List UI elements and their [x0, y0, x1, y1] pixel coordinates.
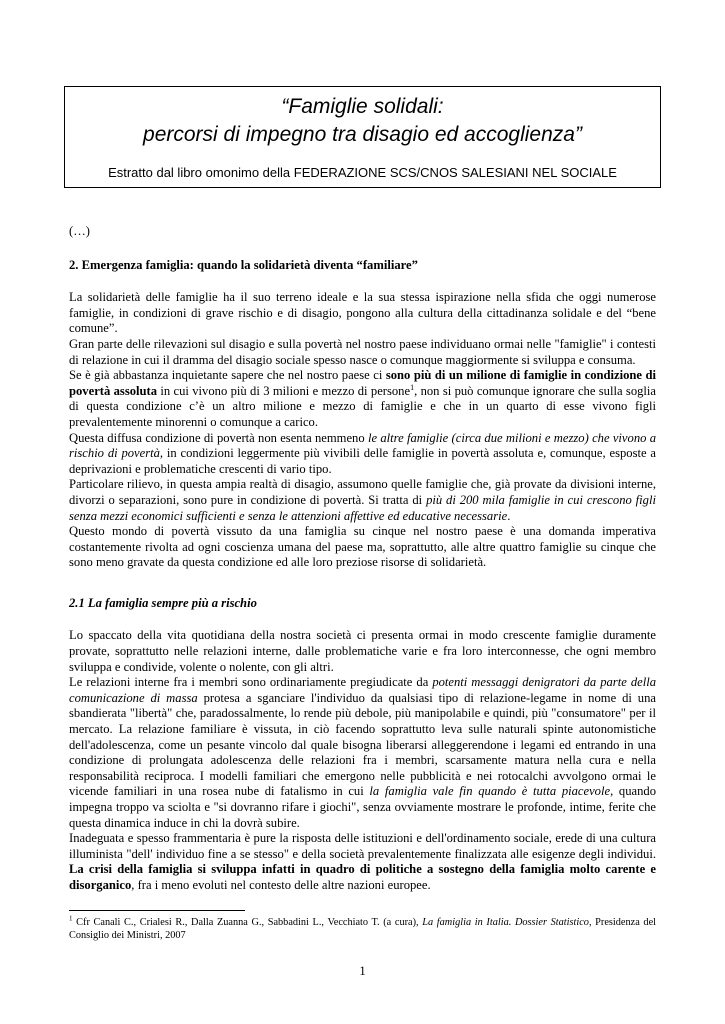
paragraph	[69, 831, 656, 893]
title-line-1: “Famiglie solidali:	[281, 95, 444, 118]
ellipsis: (…)	[69, 224, 90, 238]
footnote-text: , Presidenza del Consiglio dei Ministri, 2007	[69, 917, 656, 941]
section-2-1-heading: 2.1 La famiglia sempre più a rischio	[69, 595, 257, 610]
footnote-marker: 1	[69, 914, 73, 923]
text: Questa diffusa condizione di povertà non esenta nemmeno	[69, 430, 368, 445]
paragraph	[69, 368, 656, 430]
paragraph	[69, 477, 656, 524]
title-line-2: percorsi di impegno tra disagio ed accoglienza”	[143, 123, 582, 146]
footnote-text: Cfr Canali C., Crialesi R., Dalla Zuanna G., Sabbadini L., Vecchiato T. (a cura),	[72, 917, 423, 928]
italic-text: potenti messaggi denigratori da parte della comunicazione di massa	[69, 675, 657, 705]
text: in cui vivono più di 3 milioni e mezzo di persone	[157, 383, 411, 398]
subtitle: Estratto dal libro omonimo della FEDERAZIONE SCS/CNOS SALESIANI NEL SOCIALE	[108, 165, 617, 180]
page-number: 1	[359, 964, 366, 978]
paragraph: Questo mondo di povertà vissuto da una famiglia su cinque nel nostro paese è una domanda imperativa costantemente rivolta ad ogni coscienza umana del paese ma, soprattutto, alle altre quattro famiglie su cinque che sono meno gravate da questa condizione ed alle loro preziose risorse di solidarietà.	[69, 524, 656, 570]
paragraph	[69, 431, 656, 478]
title-box	[64, 86, 661, 188]
footnote	[69, 916, 656, 942]
italic-text: più di 200 mila famiglie in cui crescono figli senza mezzi economici sufficienti e senza le attenzioni affettive ed educative necessarie	[69, 492, 656, 523]
bold-text: sono più di un milione di famiglie in condizione di povertà assoluta	[69, 368, 656, 398]
section-2-heading: 2. Emergenza famiglia: quando la solidarietà diventa “familiare”	[69, 257, 418, 272]
text: , fra i meno evoluti nel contesto delle altre nazioni europee.	[131, 877, 431, 892]
bold-text: La crisi della famiglia si sviluppa infatti in quadro di politiche a sostegno della famiglia molto carente e disorganico	[69, 862, 656, 892]
text: , non si può comunque ignorare che sulla soglia di questa condizione c’è un altro milione e mezzo di famiglie e che in un quarto di esse vivono figli prevalentemente minorenni o comunque a carico.	[69, 383, 657, 429]
paragraph: La solidarietà delle famiglie ha il suo terreno ideale e la sua stessa ispirazione nella sfida che oggi numerose famiglie, in condizioni di grave rischio e di disagio, pongono alla cultura della cittadinanza solidale e del “bene comune”.	[69, 290, 656, 336]
paragraph	[69, 675, 656, 831]
footnote-separator	[69, 910, 245, 911]
footnote-title: La famiglia in Italia. Dossier Statistico	[422, 917, 589, 928]
paragraph: Lo spaccato della vita quotidiana della nostra società ci presenta ormai in modo crescente famiglie duramente provate, soprattutto nelle relazioni interne, dalle problematiche varie e fra loro interconnesse, che ogni membro sviluppa e condivide, volente o nolente, con gli altri.	[69, 628, 656, 674]
document-body	[69, 224, 656, 894]
text: , quando impegna troppo va sciolta e "si dovranno rifare i giochi", senza ovviamente mostrare le profonde, intime, ferite che questa dinamica induce in chi la dovrà subire.	[69, 784, 657, 830]
italic-text: le altre famiglie (circa due milioni e mezzo) che vivono a rischio di povertà,	[69, 430, 657, 461]
footnote-marker: 1	[410, 382, 415, 392]
italic-text: la famiglia vale fin quando è tutta piacevole	[369, 784, 611, 799]
text: protesa a sganciare l'individuo da qualsiasi tipo di relazione-legame in nome di una sbandierata "libertà" che, paradossalmente, lo rende più debole, più manipolabile e quindi, più "consumatore" per il mercato. La relazione familiare è vissuta, in ciò facendo soprattutto leva sulle naturali spinte autonomistiche dell'adolescenza, come un pesante vincolo dal quale bisogna liberarsi alleggerendone i legami ed entrando in una condizione di prolungata adolescenza delle relazioni fra i membri, scarsamente matura nella cura e nella responsabilità reciproca. I modelli familiari che emergono nelle pubblicità e nei rotocalchi avvolgono ormai le vicende familiari in una rosea nube di fatalismo in cui	[69, 690, 656, 799]
paragraph: Gran parte delle rilevazioni sul disagio e sulla povertà nel nostro paese individuano ormai nelle "famiglie" i contesti di relazione in cui il dramma del disagio sociale spesso nasce o comunque maggiormente si sviluppa e consuma.	[69, 336, 656, 367]
text: Le relazioni interne fra i membri sono ordinariamente pregiudicate da	[69, 675, 433, 690]
text: .	[507, 508, 511, 523]
text: Particolare rilievo, in questa ampia realtà di disagio, assumono quelle famiglie che, già provate da divisioni interne, divorzi o separazioni, sono pure in condizione di povertà. Si tratta di	[69, 477, 656, 507]
text: Inadeguata e spesso frammentaria è pure la risposta delle istituzioni e dell'ordinamento sociale, erede di una cultura illuminista "dell' individuo fine a se stesso" e della società prevalentemente finalizzata alle esigenze degli individui.	[69, 831, 656, 861]
text: Se è già abbastanza inquietante sapere che nel nostro paese ci	[69, 368, 386, 383]
text: in condizioni leggermente più vivibili delle famiglie in povertà assoluta e, comunque, esposte a deprivazioni e problematiche crescenti di vario tipo.	[69, 446, 656, 476]
